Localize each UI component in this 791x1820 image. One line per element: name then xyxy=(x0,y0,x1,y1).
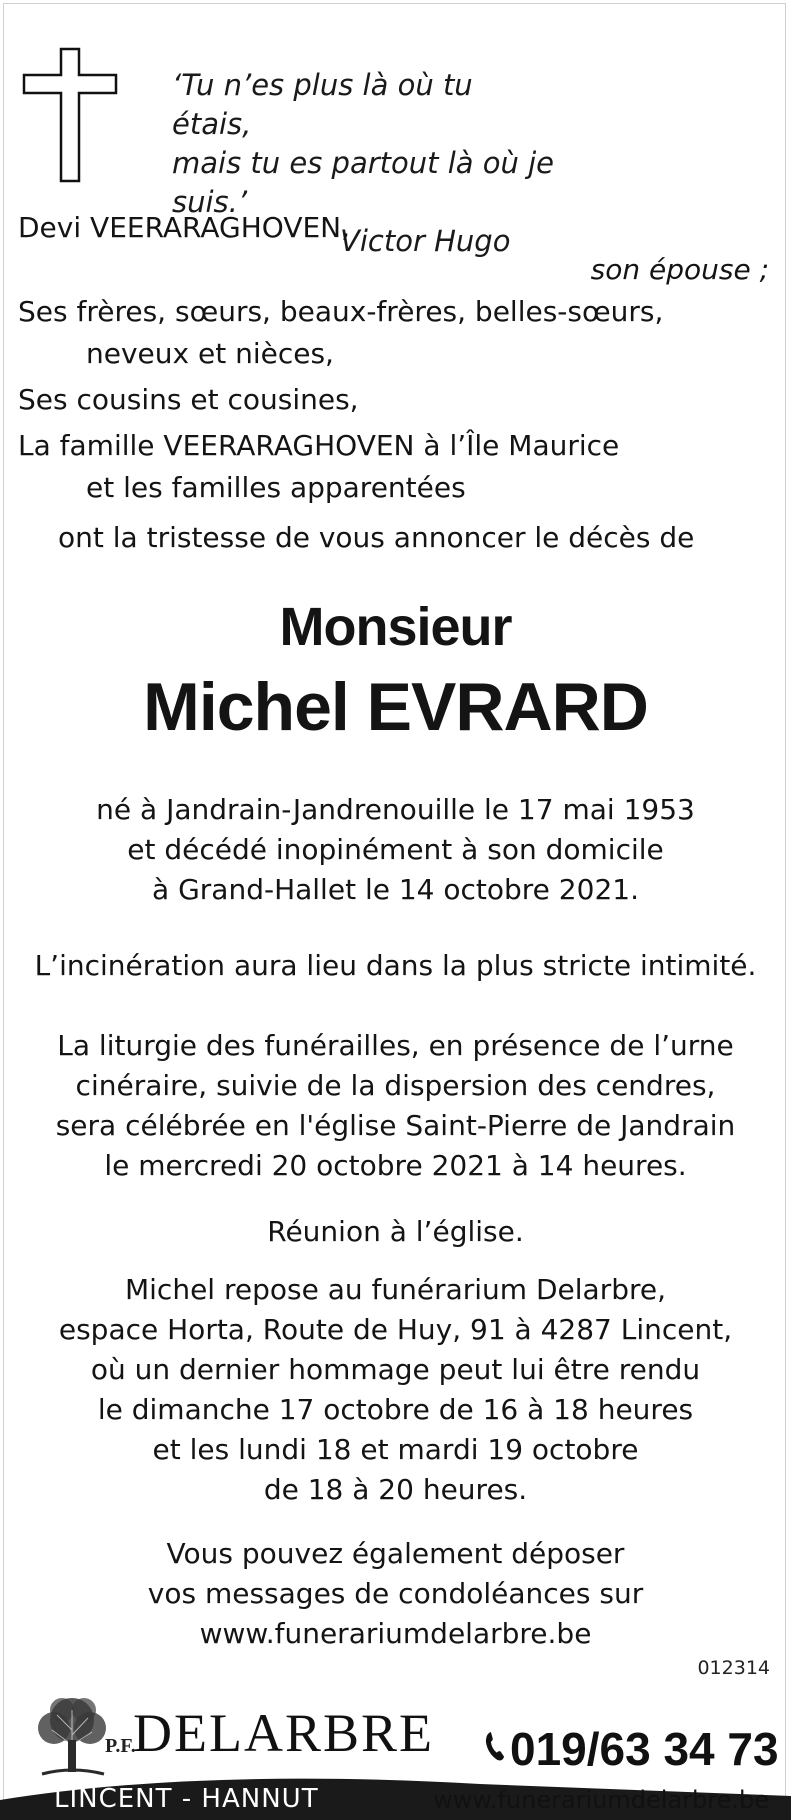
pf-label: P.F. xyxy=(105,1735,136,1757)
meeting-line: Réunion à l’église. xyxy=(267,1215,524,1248)
family-line-cousins: Ses cousins et cousines, xyxy=(18,383,359,416)
liturgy-line-4: le mercredi 20 octobre 2021 à 14 heures. xyxy=(104,1149,687,1182)
rest-line-1: Michel repose au funérarium Delarbre, xyxy=(124,1273,667,1306)
cremation-line: L’incinération aura lieu dans la plus stricte intimité. xyxy=(34,949,757,982)
condolence-line-2: vos messages de condoléances sur xyxy=(147,1577,644,1610)
condolence-line-1: Vous pouvez également déposer xyxy=(166,1537,625,1570)
born-line-1: né à Jandrain-Jandrenouille le 17 mai 1953 xyxy=(96,793,695,826)
rest-line-2: espace Horta, Route de Huy, 91 à 4287 Lincent, xyxy=(58,1313,733,1346)
family-line-mauritius: La famille VEERARAGHOVEN à l’Île Maurice xyxy=(18,429,620,462)
phone-number-text: 019/63 34 73 xyxy=(510,1723,779,1775)
liturgy-line-3: sera célébrée en l'église Saint-Pierre de Jandrain xyxy=(55,1109,736,1142)
brand-name: DELARBRE xyxy=(133,1703,435,1763)
family-line-nephews: neveux et nièces, xyxy=(86,337,334,370)
deceased-title: Monsieur xyxy=(279,597,512,657)
born-line-3: à Grand-Hallet le 14 octobre 2021. xyxy=(152,873,639,906)
born-line-2: et décédé inopinément à son domicile xyxy=(127,833,664,866)
quote-line-1: ‘Tu n’es plus là où tu étais, xyxy=(172,68,473,141)
rest-line-5: et les lundi 18 et mardi 19 octobre xyxy=(152,1433,639,1466)
locations-label: LINCENT - HANNUT xyxy=(54,1784,319,1814)
quote-line-2: mais tu es partout là où je suis.’ xyxy=(172,146,555,219)
deceased-name: Michel EVRARD xyxy=(143,669,648,745)
family-line-spouse-name: Devi VEERARAGHOVEN, xyxy=(18,211,351,244)
family-line-related: et les familles apparentées xyxy=(86,471,466,504)
ad-code: 012314 xyxy=(697,1657,770,1679)
funeral-home-footer xyxy=(0,1690,791,1820)
quote-author: Victor Hugo xyxy=(340,224,511,258)
family-line-spouse-role: son épouse ; xyxy=(590,253,769,286)
liturgy-line-1: La liturgie des funérailles, en présence de l’urne xyxy=(57,1029,734,1062)
liturgy-line-2: cinéraire, suivie de la dispersion des cendres, xyxy=(75,1069,716,1102)
footer-website: www.funerariumdelarbre.be xyxy=(433,1786,769,1814)
condolence-website: www.funerariumdelarbre.be xyxy=(199,1617,592,1650)
announcement-line: ont la tristesse de vous annoncer le décès de xyxy=(58,521,695,554)
cross-icon xyxy=(22,47,118,183)
phone-icon xyxy=(480,1727,510,1765)
rest-line-4: le dimanche 17 octobre de 16 à 18 heures xyxy=(97,1393,694,1426)
family-line-siblings: Ses frères, sœurs, beaux-frères, belles-sœurs, xyxy=(18,295,664,328)
rest-line-6: de 18 à 20 heures. xyxy=(263,1473,528,1506)
rest-line-3: où un dernier hommage peut lui être rendu xyxy=(90,1353,701,1386)
